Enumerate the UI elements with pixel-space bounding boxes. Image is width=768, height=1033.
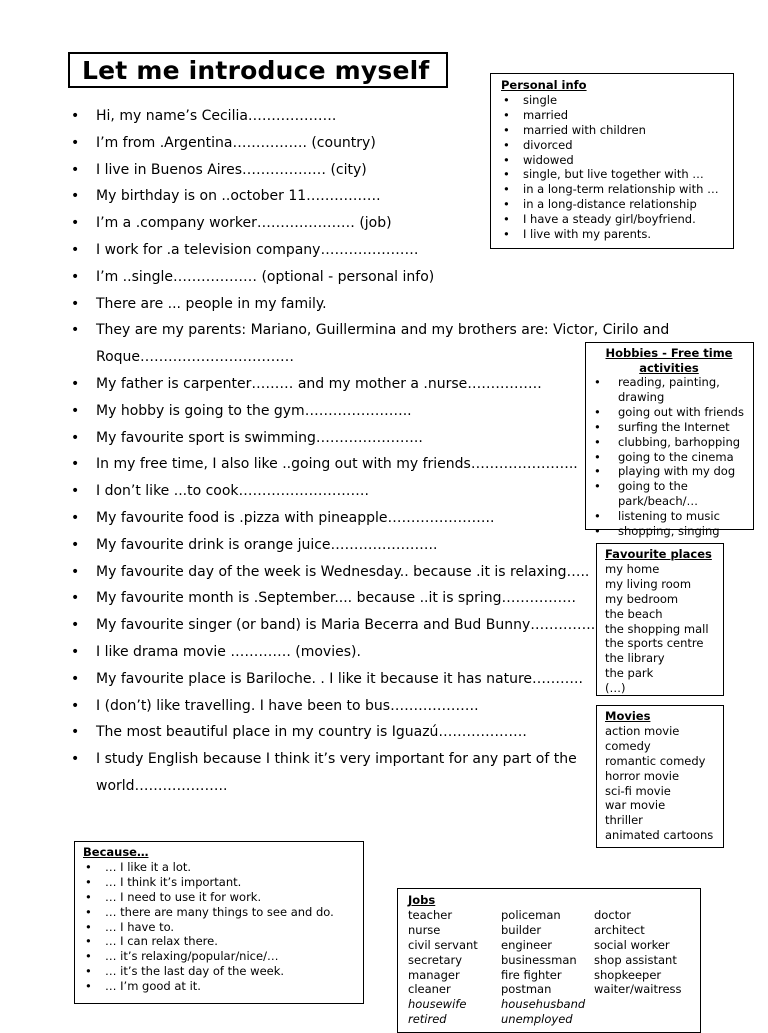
list-item: • In my free time, I also like ..going out with my friends………………….. [0, 451, 768, 478]
list-item: • … I can relax there. [83, 934, 363, 949]
favourite-places-box [596, 543, 724, 696]
list-item: • widowed [501, 153, 733, 168]
job-item: retired [408, 1012, 447, 1027]
job-item: manager [408, 967, 460, 982]
list-item: • in a long-term relationship with … [501, 182, 733, 197]
list-item: war movie [605, 798, 666, 813]
list-item: • married with children [501, 123, 733, 138]
list-item: romantic comedy [605, 753, 706, 768]
list-item: • … I need to use it for work. [83, 890, 363, 905]
list-item: • … it’s the last day of the week. [83, 964, 363, 979]
list-item: comedy [605, 738, 651, 753]
job-item: postman [501, 982, 552, 997]
hobbies-box [585, 342, 754, 539]
job-item: builder [501, 922, 542, 937]
job-item: engineer [501, 937, 553, 952]
hobbies-heading: Hobbies - Free time activities [605, 346, 733, 375]
personal-info-heading: Personal info [501, 78, 587, 92]
job-item: nurse [408, 922, 441, 937]
list-item: the shopping mall [605, 621, 709, 636]
list-item: • … I’m good at it. [83, 979, 363, 994]
list-item: • … there are many things to see and do. [83, 905, 363, 920]
list-item: • reading, painting, drawing [592, 375, 748, 405]
list-item: • My favourite food is .pizza with pineapple………………….. [0, 505, 768, 532]
list-item: • in a long-distance relationship [501, 197, 733, 212]
favourite-places-heading: Favourite places [605, 547, 712, 561]
list-item: • My favourite singer (or band) is Maria Becerra and Bud Bunny………….. [0, 612, 768, 639]
job-item: unemployed [501, 1012, 573, 1027]
job-item: househusband [501, 997, 586, 1012]
list-item: • I work for .a television company………………… [0, 237, 768, 264]
list-item: • My favourite sport is swimming………………….. [0, 425, 768, 452]
job-item: architect [594, 922, 645, 937]
list-item: • surfing the Internet [592, 420, 748, 435]
list-item: • I’m a .company worker………………… (job) [0, 210, 768, 237]
list-item: • … I think it’s important. [83, 875, 363, 890]
list-item: • There are ... people in my family. [0, 291, 768, 318]
list-item: • I (don’t) like travelling. I have been to bus………………. [0, 693, 768, 720]
list-item: (…) [605, 681, 626, 696]
list-item: • I have a steady girl/boyfriend. [501, 212, 733, 227]
list-item: • divorced [501, 138, 733, 153]
list-item: • clubbing, barhopping [592, 435, 748, 450]
list-item: • going to the cinema [592, 450, 748, 465]
job-item: shopkeeper [594, 967, 662, 982]
because-box [74, 841, 364, 1004]
list-item: • single [501, 93, 733, 108]
page-title: Let me introduce myself [82, 56, 430, 85]
list-item: • My favourite month is .September.... because ..it is spring……………. [0, 585, 768, 612]
job-item: fire fighter [501, 967, 562, 982]
list-item: animated cartoons [605, 828, 714, 843]
list-item: • My favourite place is Bariloche. . I like it because it has nature……….. [0, 666, 768, 693]
list-item: the sports centre [605, 636, 704, 651]
list-item: action movie [605, 723, 680, 738]
list-item: • listening to music [592, 509, 748, 524]
list-item: • single, but live together with … [501, 167, 733, 182]
job-item: doctor [594, 907, 631, 922]
list-item: • shopping, singing [592, 524, 748, 539]
list-item: thriller [605, 813, 643, 828]
list-item: • My birthday is on ..october 11……………. [0, 183, 768, 210]
job-item: businessman [501, 952, 577, 967]
movies-heading: Movies [605, 709, 651, 723]
jobs-box [397, 888, 701, 1033]
list-item: • The most beautiful place in my country is Iguazú………………. [0, 719, 768, 746]
list-item: the park [605, 666, 654, 681]
list-item: • I don’t like ...to cook………………………. [0, 478, 768, 505]
list-item: • I live with my parents. [501, 227, 733, 242]
jobs-grid [408, 908, 700, 1027]
because-heading: Because… [83, 845, 149, 859]
list-item: my home [605, 561, 660, 576]
list-item: the beach [605, 606, 663, 621]
list-item: • My hobby is going to the gym………………….. [0, 398, 768, 425]
job-item: shop assistant [594, 952, 677, 967]
list-item: • Hi, my name’s Cecilia………………. [0, 103, 768, 130]
list-item: • married [501, 108, 733, 123]
movies-box [596, 705, 724, 848]
list-item: • My father is carpenter……… and my mother a .nurse……………. [0, 371, 768, 398]
list-item: • … I like it a lot. [83, 860, 363, 875]
list-item: • I study English because I think it’s very important for any part of the world……………….. [0, 746, 768, 800]
job-item: waiter/waitress [594, 982, 682, 997]
list-item: • … I have to. [83, 920, 363, 935]
job-item: housewife [408, 997, 467, 1012]
list-item: • My favourite drink is orange juice………………….. [0, 532, 768, 559]
list-item: • playing with my dog [592, 464, 748, 479]
list-item: my living room [605, 576, 692, 591]
job-item: policeman [501, 907, 561, 922]
jobs-heading: Jobs [408, 893, 436, 907]
list-item: horror movie [605, 768, 680, 783]
list-item: • My favourite day of the week is Wednesday.. because .it is relaxing….. [0, 559, 768, 586]
list-item: my bedroom [605, 591, 679, 606]
job-item: social worker [594, 937, 670, 952]
list-item: sci-fi movie [605, 783, 671, 798]
title-box [68, 52, 448, 88]
job-item: cleaner [408, 982, 451, 997]
job-item: teacher [408, 907, 453, 922]
list-item: • I live in Buenos Aires……………… (city) [0, 157, 768, 184]
list-item: • … it’s relaxing/popular/nice/… [83, 949, 363, 964]
list-item: • I’m ..single……………… (optional - personal info) [0, 264, 768, 291]
job-item: civil servant [408, 937, 478, 952]
list-item: • going out with friends [592, 405, 748, 420]
list-item: • I’m from .Argentina……………. (country) [0, 130, 768, 157]
list-item: • I like drama movie …………. (movies). [0, 639, 768, 666]
personal-info-box [490, 73, 734, 249]
job-item: secretary [408, 952, 463, 967]
list-item: • They are my parents: Mariano, Guillermina and my brothers are: Victor, Cirilo and Roque…………………………… [0, 317, 768, 371]
list-item: • going to the park/beach/… [592, 479, 748, 509]
list-item: the library [605, 651, 665, 666]
